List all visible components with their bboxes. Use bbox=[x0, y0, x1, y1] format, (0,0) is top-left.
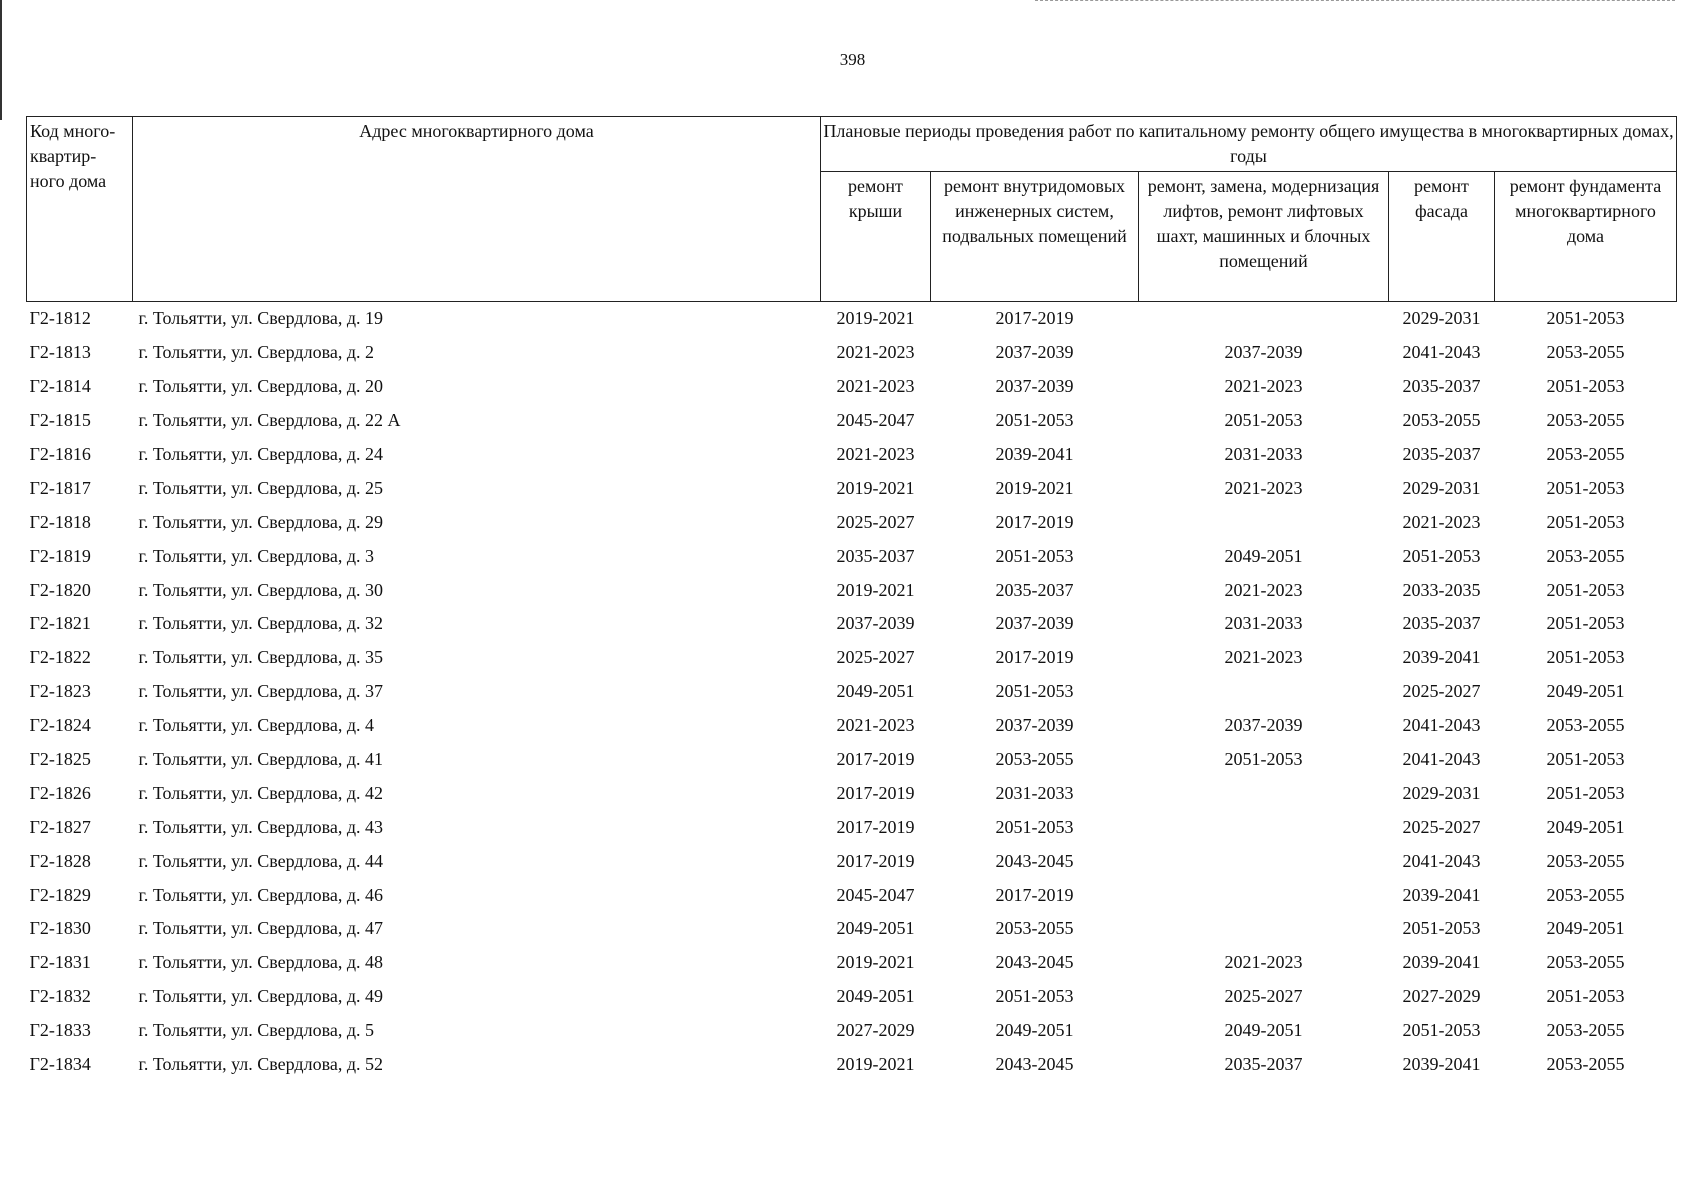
cell-address: г. Тольятти, ул. Свердлова, д. 20 bbox=[138, 376, 383, 397]
cell-elevators bbox=[1139, 878, 1389, 912]
cell-address: г. Тольятти, ул. Свердлова, д. 32 bbox=[138, 613, 383, 634]
cell-engineering: 2051-2053 bbox=[995, 545, 1074, 566]
cell-code: Г2-1817 bbox=[29, 477, 91, 498]
cell-facade: 2035-2037 bbox=[1402, 444, 1481, 464]
cell-roof: 2017-2019 bbox=[836, 850, 915, 871]
table-row bbox=[27, 539, 1677, 573]
cell-code: Г2-1815 bbox=[29, 410, 91, 431]
cell-code: Г2-1820 bbox=[29, 579, 91, 600]
table-row bbox=[27, 370, 1677, 404]
cell-address: г. Тольятти, ул. Свердлова, д. 29 bbox=[138, 511, 383, 532]
cell-roof: 2035-2037 bbox=[836, 545, 915, 566]
cell-address: г. Тольятти, ул. Свердлова, д. 35 bbox=[138, 647, 383, 668]
cell-elevators bbox=[1139, 912, 1389, 946]
table-row bbox=[27, 980, 1677, 1014]
cell-address: г. Тольятти, ул. Свердлова, д. 24 bbox=[138, 444, 383, 464]
cell-facade: 2039-2041 bbox=[1402, 952, 1481, 973]
cell-foundation: 2053-2055 bbox=[1546, 884, 1625, 905]
cell-roof: 2019-2021 bbox=[836, 952, 915, 973]
table-body bbox=[27, 302, 1677, 1082]
cell-roof: 2021-2023 bbox=[836, 444, 915, 464]
cell-roof: 2049-2051 bbox=[836, 681, 915, 702]
table-row bbox=[27, 912, 1677, 946]
cell-foundation: 2053-2055 bbox=[1546, 444, 1625, 464]
table-row bbox=[27, 810, 1677, 844]
cell-roof: 2017-2019 bbox=[836, 782, 915, 803]
cell-engineering: 2043-2045 bbox=[995, 952, 1074, 973]
cell-code: Г2-1830 bbox=[29, 918, 91, 939]
scan-top-line bbox=[1035, 0, 1675, 1]
cell-address: г. Тольятти, ул. Свердлова, д. 42 bbox=[138, 782, 383, 803]
cell-elevators: 2037-2039 bbox=[1224, 342, 1303, 363]
table-row bbox=[27, 404, 1677, 438]
cell-foundation: 2051-2053 bbox=[1546, 308, 1625, 329]
cell-roof: 2019-2021 bbox=[836, 308, 915, 329]
table-row bbox=[27, 844, 1677, 878]
cell-facade: 2051-2053 bbox=[1402, 545, 1481, 566]
cell-facade: 2029-2031 bbox=[1402, 782, 1481, 803]
cell-facade: 2025-2027 bbox=[1402, 816, 1481, 837]
cell-facade: 2041-2043 bbox=[1402, 850, 1481, 871]
cell-elevators bbox=[1139, 675, 1389, 709]
cell-engineering: 2039-2041 bbox=[995, 444, 1074, 464]
cell-code: Г2-1818 bbox=[29, 511, 91, 532]
cell-address: г. Тольятти, ул. Свердлова, д. 52 bbox=[138, 1054, 383, 1075]
table-row bbox=[27, 878, 1677, 912]
cell-foundation: 2051-2053 bbox=[1546, 986, 1625, 1007]
table-row bbox=[27, 438, 1677, 472]
cell-foundation: 2053-2055 bbox=[1546, 952, 1625, 973]
cell-code: Г2-1832 bbox=[29, 986, 91, 1007]
cell-foundation: 2051-2053 bbox=[1546, 376, 1625, 397]
cell-address: г. Тольятти, ул. Свердлова, д. 43 bbox=[138, 816, 383, 837]
cell-roof: 2019-2021 bbox=[836, 1054, 915, 1075]
cell-foundation: 2053-2055 bbox=[1546, 545, 1625, 566]
cell-elevators: 2031-2033 bbox=[1224, 444, 1303, 464]
cell-engineering: 2017-2019 bbox=[995, 884, 1074, 905]
cell-facade: 2029-2031 bbox=[1402, 308, 1481, 329]
cell-elevators: 2031-2033 bbox=[1224, 613, 1303, 634]
cell-foundation: 2051-2053 bbox=[1546, 749, 1625, 770]
cell-roof: 2045-2047 bbox=[836, 410, 915, 431]
cell-address: г. Тольятти, ул. Свердлова, д. 37 bbox=[138, 681, 383, 702]
cell-elevators bbox=[1139, 505, 1389, 539]
cell-roof: 2021-2023 bbox=[836, 376, 915, 397]
cell-engineering: 2017-2019 bbox=[995, 308, 1074, 329]
cell-address: г. Тольятти, ул. Свердлова, д. 48 bbox=[138, 952, 383, 973]
cell-facade: 2053-2055 bbox=[1402, 410, 1481, 431]
cell-engineering: 2049-2051 bbox=[995, 1020, 1074, 1041]
cell-roof: 2017-2019 bbox=[836, 749, 915, 770]
table-row bbox=[27, 505, 1677, 539]
cell-facade: 2035-2037 bbox=[1402, 376, 1481, 397]
table-row bbox=[27, 471, 1677, 505]
cell-roof: 2027-2029 bbox=[836, 1020, 915, 1041]
cell-code: Г2-1831 bbox=[29, 952, 91, 973]
page-number: 398 bbox=[839, 50, 866, 69]
cell-foundation: 2051-2053 bbox=[1546, 579, 1625, 600]
table-row bbox=[27, 776, 1677, 810]
cell-engineering: 2051-2053 bbox=[995, 410, 1074, 431]
table-row bbox=[27, 1014, 1677, 1048]
cell-foundation: 2051-2053 bbox=[1546, 477, 1625, 498]
cell-facade: 2035-2037 bbox=[1402, 613, 1481, 634]
cell-address: г. Тольятти, ул. Свердлова, д. 47 bbox=[138, 918, 383, 939]
cell-foundation: 2053-2055 bbox=[1546, 850, 1625, 871]
cell-roof: 2037-2039 bbox=[836, 613, 915, 634]
cell-engineering: 2053-2055 bbox=[995, 918, 1074, 939]
cell-roof: 2019-2021 bbox=[836, 477, 915, 498]
cell-foundation: 2051-2053 bbox=[1546, 647, 1625, 668]
cell-elevators: 2025-2027 bbox=[1224, 986, 1303, 1007]
cell-elevators: 2051-2053 bbox=[1224, 749, 1303, 770]
cell-engineering: 2037-2039 bbox=[995, 613, 1074, 634]
cell-engineering: 2043-2045 bbox=[995, 850, 1074, 871]
cell-code: Г2-1825 bbox=[29, 749, 91, 770]
cell-facade: 2039-2041 bbox=[1402, 647, 1481, 668]
cell-roof: 2049-2051 bbox=[836, 918, 915, 939]
cell-foundation: 2049-2051 bbox=[1546, 918, 1625, 939]
cell-engineering: 2031-2033 bbox=[995, 782, 1074, 803]
cell-facade: 2033-2035 bbox=[1402, 579, 1481, 600]
cell-address: г. Тольятти, ул. Свердлова, д. 4 bbox=[138, 715, 374, 736]
cell-engineering: 2035-2037 bbox=[995, 579, 1074, 600]
header-engineering: ремонт внутридомовых инженерных систем, подвальных помещений bbox=[931, 172, 1139, 302]
cell-engineering: 2051-2053 bbox=[995, 816, 1074, 837]
cell-elevators: 2049-2051 bbox=[1224, 1020, 1303, 1041]
cell-code: Г2-1819 bbox=[29, 545, 91, 566]
header-roof: ремонт крыши bbox=[821, 172, 931, 302]
cell-address: г. Тольятти, ул. Свердлова, д. 19 bbox=[138, 308, 383, 329]
cell-facade: 2041-2043 bbox=[1402, 749, 1481, 770]
table-row bbox=[27, 641, 1677, 675]
cell-engineering: 2037-2039 bbox=[995, 376, 1074, 397]
cell-address: г. Тольятти, ул. Свердлова, д. 3 bbox=[138, 545, 374, 566]
cell-foundation: 2051-2053 bbox=[1546, 782, 1625, 803]
cell-foundation: 2053-2055 bbox=[1546, 715, 1625, 736]
cell-foundation: 2053-2055 bbox=[1546, 342, 1625, 363]
cell-engineering: 2017-2019 bbox=[995, 511, 1074, 532]
cell-engineering: 2053-2055 bbox=[995, 749, 1074, 770]
cell-address: г. Тольятти, ул. Свердлова, д. 44 bbox=[138, 850, 383, 871]
cell-foundation: 2051-2053 bbox=[1546, 511, 1625, 532]
cell-facade: 2039-2041 bbox=[1402, 884, 1481, 905]
cell-foundation: 2049-2051 bbox=[1546, 681, 1625, 702]
cell-address: г. Тольятти, ул. Свердлова, д. 46 bbox=[138, 884, 383, 905]
cell-elevators: 2021-2023 bbox=[1224, 477, 1303, 498]
cell-facade: 2039-2041 bbox=[1402, 1054, 1481, 1075]
cell-address: г. Тольятти, ул. Свердлова, д. 5 bbox=[138, 1020, 374, 1041]
cell-address: г. Тольятти, ул. Свердлова, д. 2 bbox=[138, 342, 374, 363]
cell-elevators: 2021-2023 bbox=[1224, 952, 1303, 973]
cell-elevators: 2035-2037 bbox=[1224, 1054, 1303, 1075]
cell-elevators bbox=[1139, 810, 1389, 844]
header-elevators: ремонт, замена, модернизация лифтов, ремонт лифтовых шахт, машинных и блочных помещений bbox=[1139, 172, 1389, 302]
cell-foundation: 2053-2055 bbox=[1546, 1020, 1625, 1041]
cell-elevators bbox=[1139, 844, 1389, 878]
cell-engineering: 2037-2039 bbox=[995, 715, 1074, 736]
table-row bbox=[27, 573, 1677, 607]
cell-facade: 2051-2053 bbox=[1402, 918, 1481, 939]
table-row bbox=[27, 675, 1677, 709]
cell-code: Г2-1822 bbox=[29, 647, 91, 668]
cell-foundation: 2051-2053 bbox=[1546, 613, 1625, 634]
cell-code: Г2-1828 bbox=[29, 850, 91, 871]
cell-code: Г2-1826 bbox=[29, 782, 91, 803]
table-row bbox=[27, 1048, 1677, 1082]
cell-engineering: 2037-2039 bbox=[995, 342, 1074, 363]
cell-elevators: 2021-2023 bbox=[1224, 579, 1303, 600]
cell-facade: 2041-2043 bbox=[1402, 715, 1481, 736]
cell-roof: 2019-2021 bbox=[836, 579, 915, 600]
cell-engineering: 2019-2021 bbox=[995, 477, 1074, 498]
header-facade: ремонт фасада bbox=[1389, 172, 1495, 302]
cell-code: Г2-1821 bbox=[29, 613, 91, 634]
table-row bbox=[27, 946, 1677, 980]
cell-elevators bbox=[1139, 776, 1389, 810]
cell-engineering: 2051-2053 bbox=[995, 986, 1074, 1007]
cell-facade: 2041-2043 bbox=[1402, 342, 1481, 363]
cell-roof: 2021-2023 bbox=[836, 715, 915, 736]
cell-roof: 2045-2047 bbox=[836, 884, 915, 905]
cell-foundation: 2053-2055 bbox=[1546, 410, 1625, 431]
cell-address: г. Тольятти, ул. Свердлова, д. 30 bbox=[138, 579, 383, 600]
cell-facade: 2021-2023 bbox=[1402, 511, 1481, 532]
cell-address: г. Тольятти, ул. Свердлова, д. 22 А bbox=[138, 410, 401, 431]
header-planned-periods: Плановые периоды проведения работ по капитальному ремонту общего имущества в многоквартирных домах, годы bbox=[821, 117, 1677, 172]
table-row bbox=[27, 336, 1677, 370]
cell-code: Г2-1816 bbox=[29, 444, 91, 464]
cell-elevators: 2037-2039 bbox=[1224, 715, 1303, 736]
table-row bbox=[27, 709, 1677, 743]
cell-elevators: 2051-2053 bbox=[1224, 410, 1303, 431]
cell-elevators: 2021-2023 bbox=[1224, 376, 1303, 397]
cell-address: г. Тольятти, ул. Свердлова, д. 25 bbox=[138, 477, 383, 498]
cell-roof: 2017-2019 bbox=[836, 816, 915, 837]
cell-facade: 2051-2053 bbox=[1402, 1020, 1481, 1041]
cell-elevators bbox=[1139, 302, 1389, 336]
table-row bbox=[27, 743, 1677, 777]
cell-code: Г2-1823 bbox=[29, 681, 91, 702]
cell-code: Г2-1813 bbox=[29, 342, 91, 363]
cell-engineering: 2051-2053 bbox=[995, 681, 1074, 702]
cell-code: Г2-1829 bbox=[29, 884, 91, 905]
cell-engineering: 2017-2019 bbox=[995, 647, 1074, 668]
header-code: Код много-квартир-ного дома bbox=[27, 117, 133, 302]
cell-address: г. Тольятти, ул. Свердлова, д. 41 bbox=[138, 749, 383, 770]
table-row bbox=[27, 607, 1677, 641]
cell-code: Г2-1833 bbox=[29, 1020, 91, 1041]
cell-foundation: 2049-2051 bbox=[1546, 816, 1625, 837]
table-header bbox=[27, 117, 1677, 302]
cell-roof: 2049-2051 bbox=[836, 986, 915, 1007]
cell-code: Г2-1814 bbox=[29, 376, 91, 397]
cell-code: Г2-1827 bbox=[29, 816, 91, 837]
table-row bbox=[27, 302, 1677, 336]
header-foundation: ремонт фундамента многоквартирного дома bbox=[1495, 172, 1677, 302]
cell-engineering: 2043-2045 bbox=[995, 1054, 1074, 1075]
cell-foundation: 2053-2055 bbox=[1546, 1054, 1625, 1075]
repair-schedule-table bbox=[26, 116, 1677, 1081]
cell-code: Г2-1812 bbox=[29, 308, 91, 329]
cell-facade: 2029-2031 bbox=[1402, 477, 1481, 498]
cell-roof: 2025-2027 bbox=[836, 511, 915, 532]
cell-code: Г2-1824 bbox=[29, 715, 91, 736]
cell-roof: 2021-2023 bbox=[836, 342, 915, 363]
cell-facade: 2025-2027 bbox=[1402, 681, 1481, 702]
cell-elevators: 2021-2023 bbox=[1224, 647, 1303, 668]
cell-address: г. Тольятти, ул. Свердлова, д. 49 bbox=[138, 986, 383, 1007]
cell-elevators: 2049-2051 bbox=[1224, 545, 1303, 566]
cell-roof: 2025-2027 bbox=[836, 647, 915, 668]
header-address: Адрес многоквартирного дома bbox=[133, 117, 821, 302]
cell-code: Г2-1834 bbox=[29, 1054, 91, 1075]
cell-facade: 2027-2029 bbox=[1402, 986, 1481, 1007]
